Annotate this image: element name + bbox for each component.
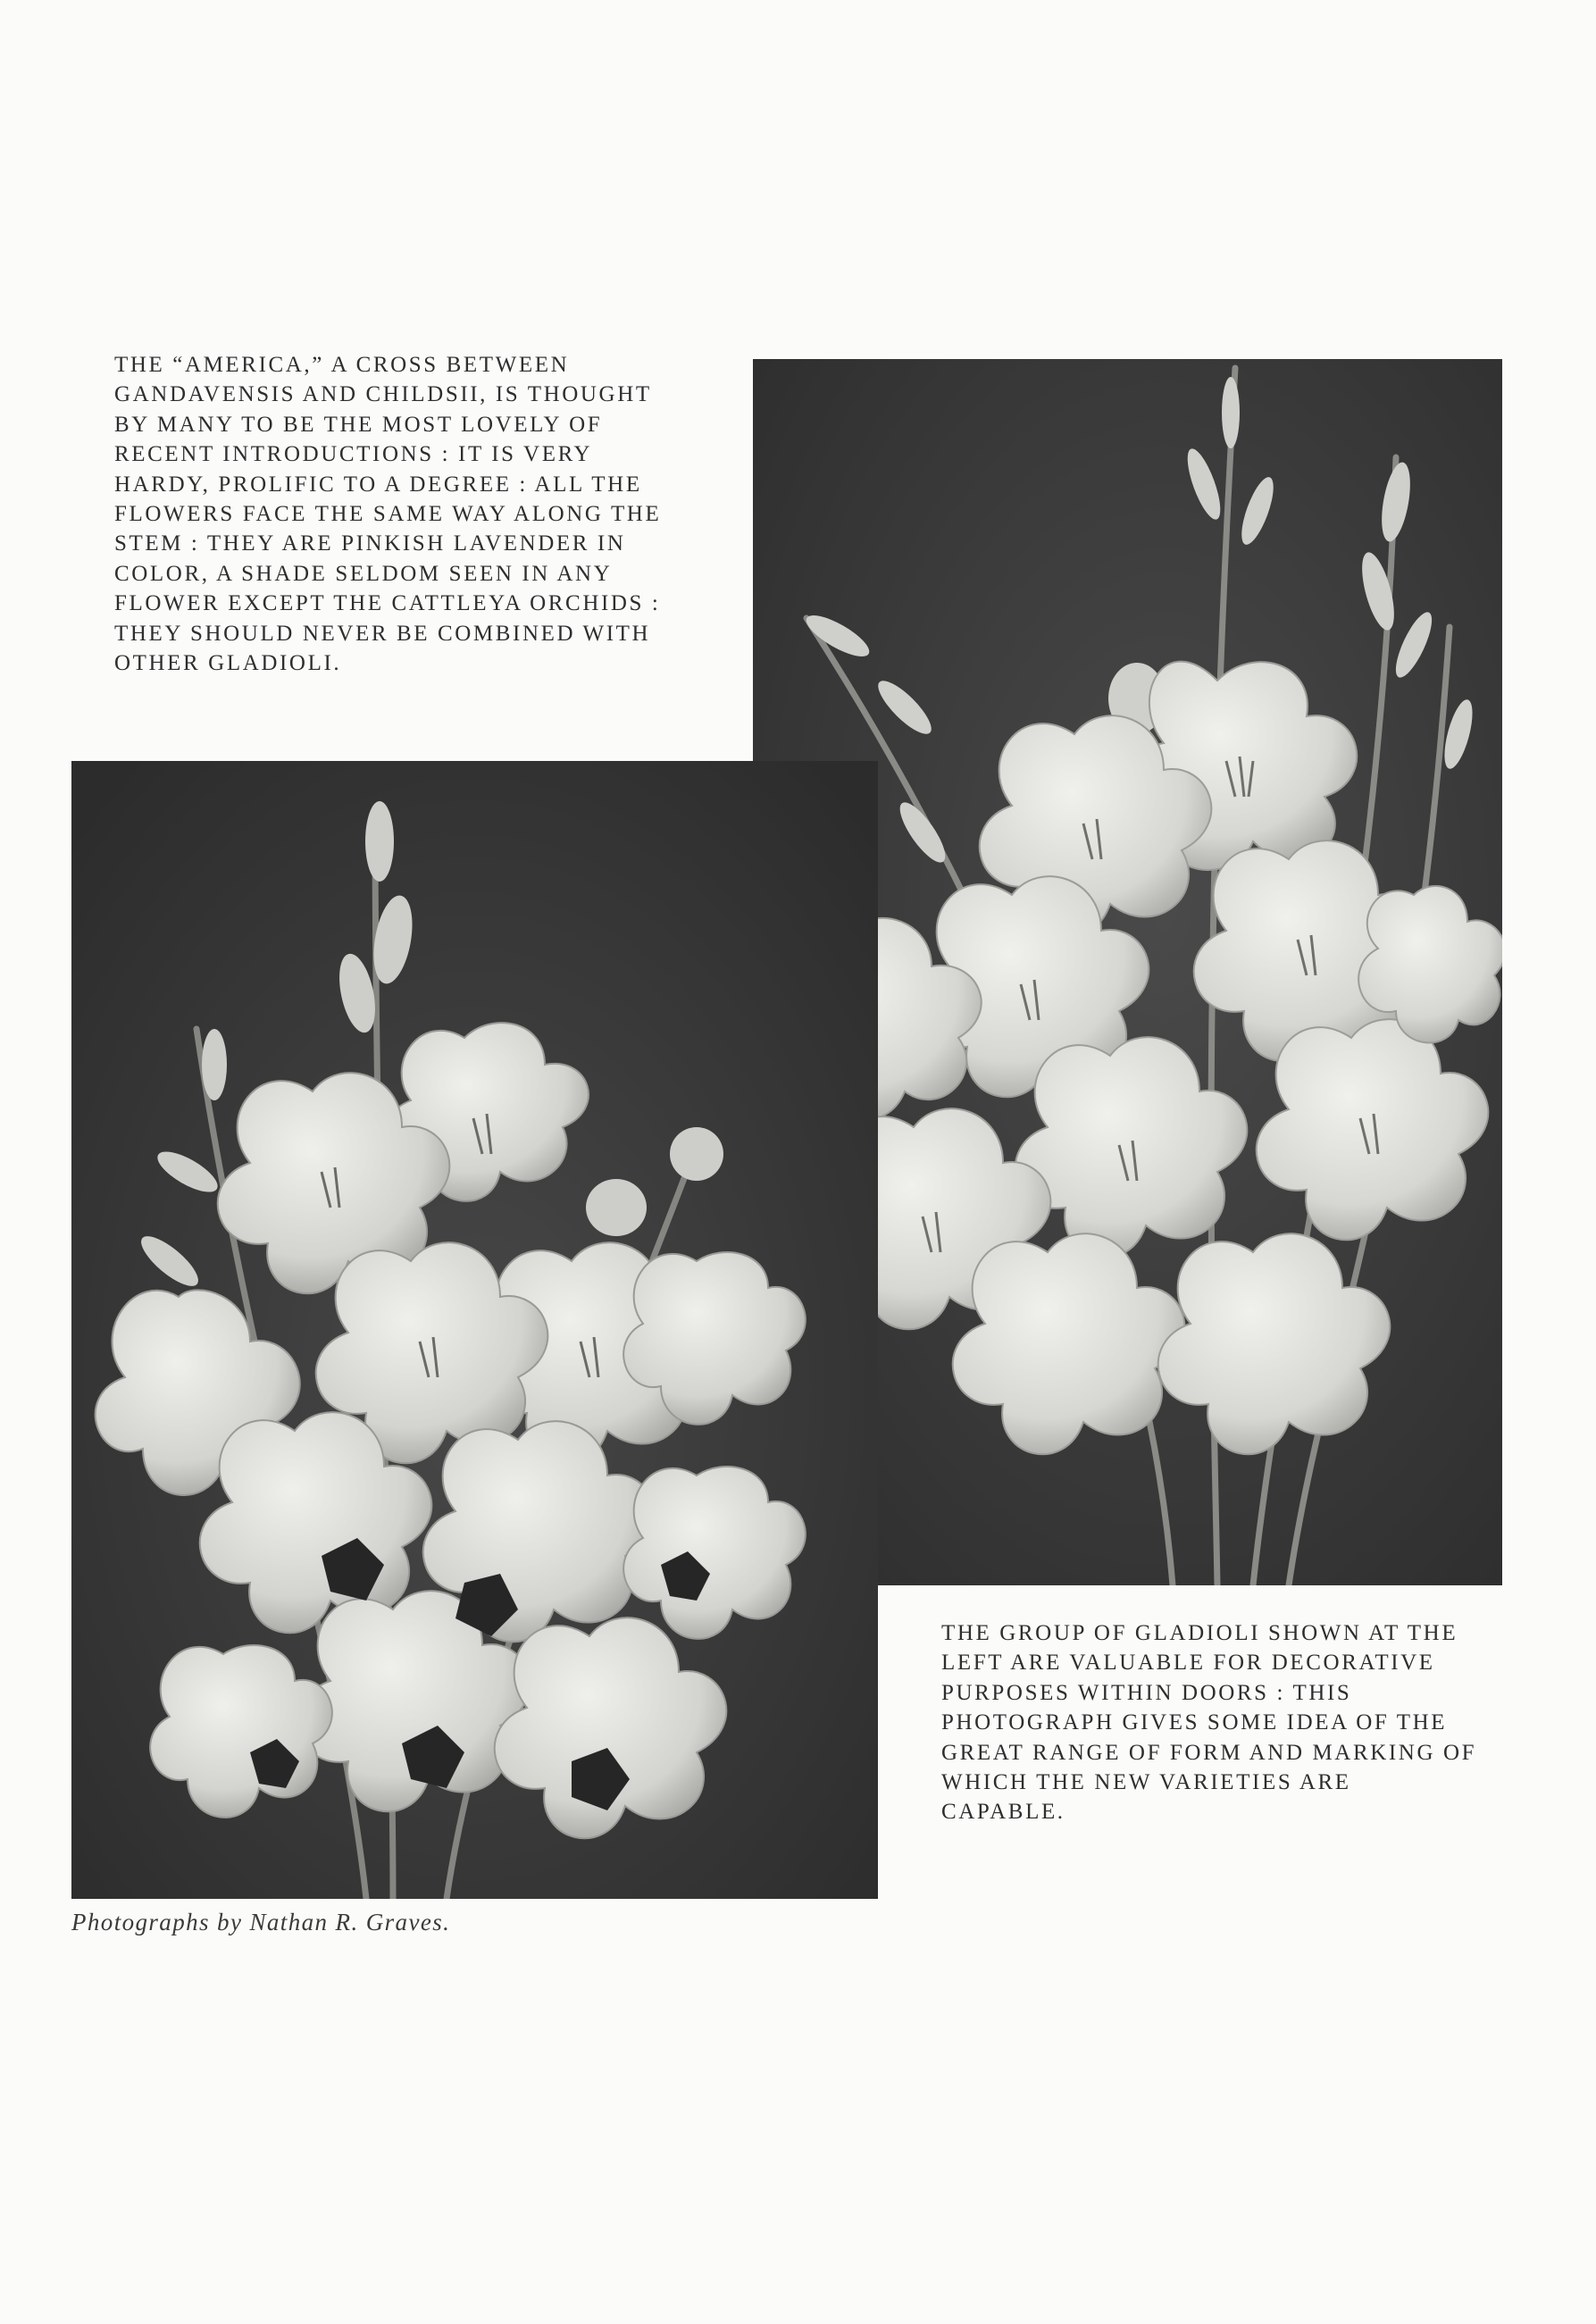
caption-america-gladiolus: THE “AMERICA,” A CROSS BETWEEN GANDAVENSIS AND CHILDSII, IS THOUGHT BY MANY TO BE THE MOST LOVELY OF RECENT INTRODUCTIONS : IT IS VERY HARDY, PROLIFIC TO A DEGREE : ALL THE FLOWERS FACE THE SAME WAY ALONG THE STEM : THEY ARE PINKISH LAVENDER IN COLOR, A SHADE SELDOM SEEN IN ANY FLOWER EXCEPT THE CATTLEYA ORCHIDS : THEY SHOULD NEVER BE COMBINED WITH OTHER GLADIOLI.	[114, 353, 662, 676]
photo-gladioli-group	[71, 761, 878, 1899]
photo-credit: Photographs by Nathan R. Graves.	[71, 1909, 451, 1935]
caption-gladioli-group: THE GROUP OF GLADIOLI SHOWN AT THE LEFT ARE VALUABLE FOR DECORATIVE PURPOSES WITHIN DOORS : THIS PHOTOGRAPH GIVES SOME IDEA OF THE GREAT RANGE OF FORM AND MARKING OF WHICH THE NEW VARIETIES ARE CAPABLE.	[941, 1621, 1477, 1825]
gladioli-group-illustration	[71, 761, 878, 1899]
